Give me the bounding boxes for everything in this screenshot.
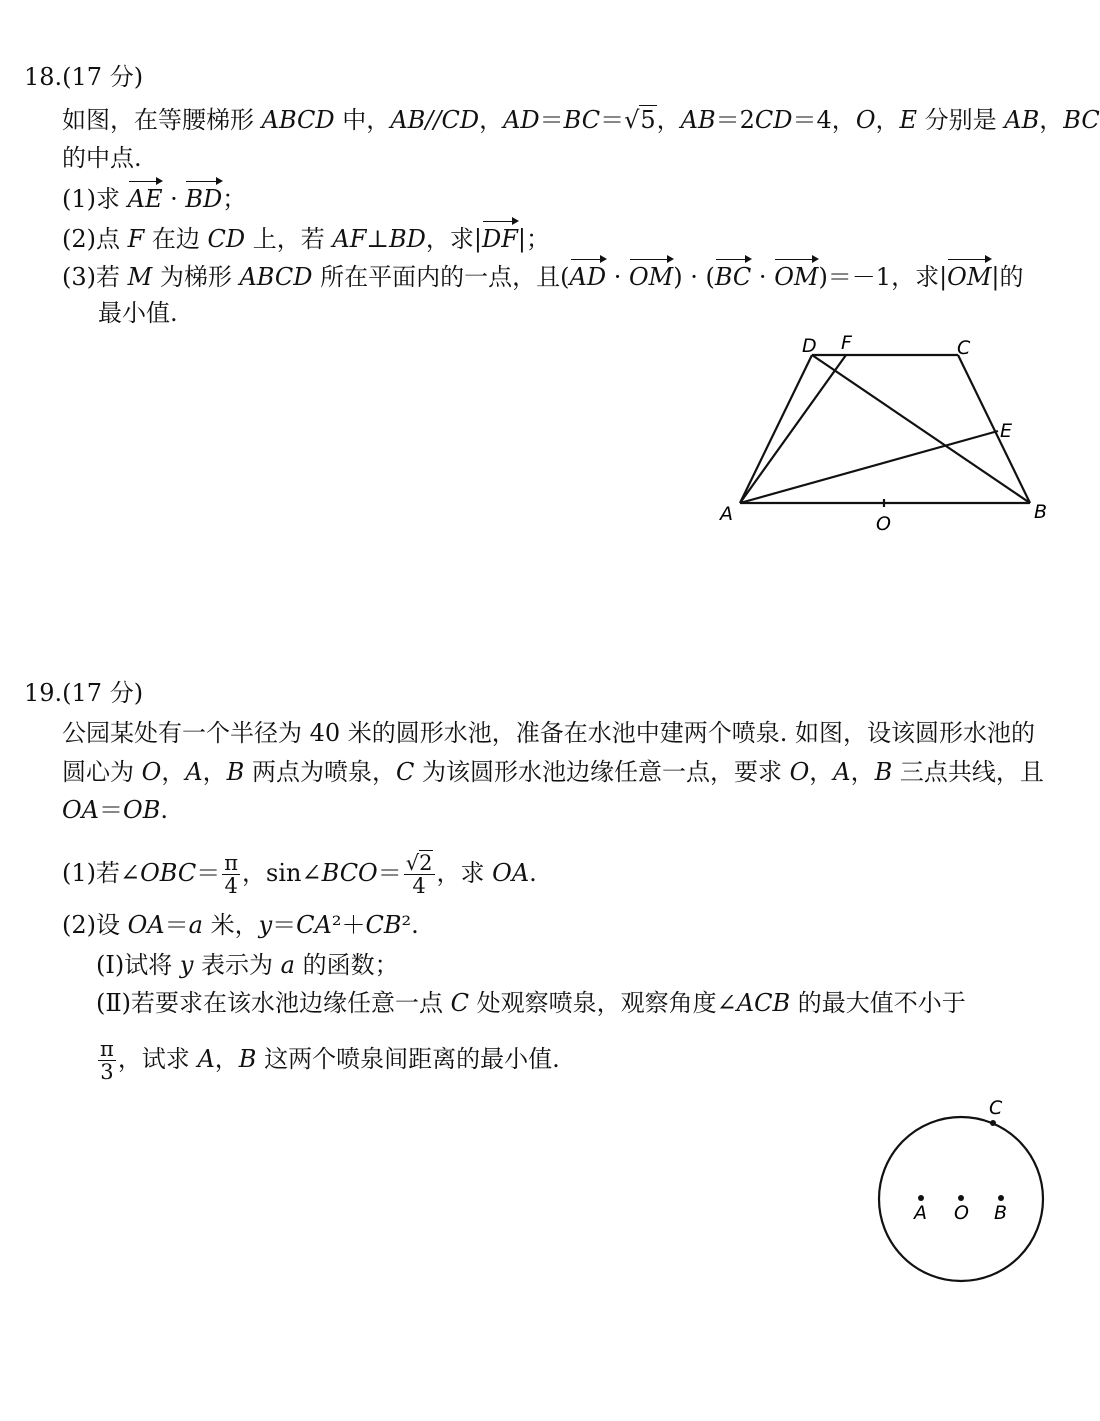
text: AB bbox=[390, 106, 426, 134]
q18-header bbox=[24, 62, 143, 92]
text: BD bbox=[388, 225, 426, 253]
q19-intro-line3 bbox=[62, 795, 168, 825]
text: 圆心为 bbox=[62, 758, 142, 786]
text: ＝ bbox=[196, 859, 221, 887]
denominator: 4 bbox=[224, 874, 238, 898]
text: ＝ bbox=[164, 911, 189, 939]
text: y bbox=[258, 911, 273, 939]
text: 两点为喷泉， bbox=[244, 758, 396, 786]
point-B bbox=[998, 1195, 1004, 1201]
text: y bbox=[179, 951, 194, 979]
fraction-pi-over-3 bbox=[98, 1038, 116, 1083]
text: 这两个喷泉间距离的最小值. bbox=[256, 1045, 560, 1073]
text: a bbox=[188, 911, 203, 939]
text: (3)若 bbox=[62, 263, 128, 291]
text: ， bbox=[479, 106, 504, 134]
label-E: E bbox=[1000, 420, 1013, 442]
text: ， bbox=[214, 1045, 239, 1073]
fraction-pi-over-4 bbox=[222, 852, 240, 897]
text: ＝ bbox=[600, 106, 625, 134]
text: 为该圆形水池边缘任意一点，要求 bbox=[414, 758, 790, 786]
segment-AD bbox=[740, 355, 812, 503]
label-F: F bbox=[841, 332, 852, 354]
denominator: 3 bbox=[100, 1060, 114, 1084]
text: |； bbox=[517, 225, 550, 253]
text: ＝ bbox=[99, 796, 124, 824]
q19-intro-line1: 公园某处有一个半径为 40 米的圆形水池，准备在水池中建两个喷泉. 如图，设该圆形水池的 bbox=[62, 719, 1036, 747]
point-O bbox=[958, 1195, 964, 1201]
text: ) · ( bbox=[673, 263, 715, 291]
text: · bbox=[606, 263, 629, 291]
q18-intro-line2: 的中点. bbox=[62, 144, 142, 172]
text: 中， bbox=[334, 106, 391, 134]
label-C: C bbox=[957, 337, 971, 359]
text: BC bbox=[563, 106, 601, 134]
label-O: O bbox=[954, 1202, 969, 1224]
text: BC bbox=[1063, 106, 1100, 134]
text: O bbox=[141, 758, 162, 786]
q19-part2 bbox=[62, 910, 419, 940]
text: (Ⅱ)若要求在该水池边缘任意一点 bbox=[96, 989, 451, 1017]
text: |的 bbox=[991, 263, 1024, 291]
label-B: B bbox=[994, 1202, 1008, 1224]
label-O: O bbox=[876, 513, 891, 535]
text: · bbox=[162, 185, 186, 213]
text: a bbox=[280, 951, 295, 979]
text: . bbox=[160, 796, 168, 824]
q18-score: (17 分) bbox=[62, 63, 144, 91]
denominator: 4 bbox=[412, 874, 426, 898]
text: 在边 bbox=[144, 225, 208, 253]
vector-BC: BC bbox=[715, 258, 751, 292]
q19-score: (17 分) bbox=[62, 679, 144, 707]
q19-part1 bbox=[62, 850, 537, 897]
text: A bbox=[833, 758, 851, 786]
point-A bbox=[918, 1195, 924, 1201]
text: C bbox=[450, 989, 470, 1017]
text: O bbox=[789, 758, 810, 786]
text: M bbox=[127, 263, 153, 291]
text: 的函数； bbox=[294, 951, 399, 979]
text: CD bbox=[207, 225, 246, 253]
segment-BC bbox=[958, 355, 1030, 503]
text: ＝4， bbox=[792, 106, 856, 134]
text: 米， bbox=[202, 911, 259, 939]
text: A bbox=[185, 758, 203, 786]
text: CB bbox=[365, 911, 402, 939]
radical-sign: √ bbox=[624, 106, 640, 134]
text: ，试求 bbox=[117, 1045, 198, 1073]
numerator: π bbox=[224, 851, 239, 875]
q18-part1 bbox=[62, 180, 246, 214]
label-C: C bbox=[989, 1097, 1003, 1119]
text: ＝ bbox=[272, 911, 297, 939]
text: 处观察喷泉，观察角度∠ bbox=[469, 989, 737, 1017]
text: AB bbox=[1004, 106, 1040, 134]
text: ， bbox=[875, 106, 900, 134]
text: . bbox=[411, 911, 419, 939]
text: 如图，在等腰梯形 bbox=[62, 106, 262, 134]
text: ＝ bbox=[539, 106, 564, 134]
text: ， bbox=[656, 106, 681, 134]
radical-sign: √ bbox=[405, 851, 420, 875]
vector-OM: OM bbox=[629, 258, 673, 292]
text: OBC bbox=[140, 859, 197, 887]
text: ACB bbox=[736, 989, 791, 1017]
vector-BD: BD bbox=[185, 180, 222, 214]
text: . bbox=[529, 859, 537, 887]
q18-part3 bbox=[62, 258, 1024, 292]
text: F bbox=[127, 225, 145, 253]
text: 上，若 bbox=[245, 225, 333, 253]
text: O bbox=[855, 106, 876, 134]
text: ² bbox=[401, 911, 412, 939]
segment-BD bbox=[812, 355, 1030, 503]
text: · bbox=[751, 263, 775, 291]
vector-OM: OM bbox=[774, 258, 818, 292]
q18-intro-line1 bbox=[62, 105, 1100, 135]
text: ＝ bbox=[377, 859, 402, 887]
text: ＝2 bbox=[715, 106, 755, 134]
label-D: D bbox=[802, 335, 817, 357]
text: OA bbox=[492, 859, 530, 887]
radicand: 5 bbox=[640, 106, 656, 134]
q18-number: 18. bbox=[24, 63, 63, 91]
segment-AE bbox=[740, 431, 998, 503]
text: AF bbox=[332, 225, 367, 253]
text: BCO bbox=[321, 859, 378, 887]
text: B bbox=[238, 1045, 257, 1073]
label-A: A bbox=[720, 503, 733, 525]
segment-AF bbox=[740, 355, 846, 503]
text: (Ⅰ)试将 bbox=[96, 951, 180, 979]
q19-part2-ii bbox=[96, 988, 966, 1018]
text: 表示为 bbox=[193, 951, 281, 979]
numerator bbox=[404, 852, 435, 875]
radicand: 2 bbox=[419, 851, 433, 875]
text: ， bbox=[809, 758, 834, 786]
text: ABCD bbox=[261, 106, 335, 134]
text: ABCD bbox=[239, 263, 313, 291]
text: OB bbox=[123, 796, 161, 824]
q19-intro-line2 bbox=[62, 757, 1044, 787]
text: OA bbox=[127, 911, 165, 939]
numerator: π bbox=[100, 1037, 114, 1061]
q19-part2-ii-line2 bbox=[96, 1036, 560, 1083]
text: CD bbox=[754, 106, 793, 134]
q18-part2 bbox=[62, 220, 550, 254]
text: C bbox=[395, 758, 415, 786]
text: 所在平面内的一点，且( bbox=[312, 263, 570, 291]
trapezoid-figure bbox=[700, 325, 1060, 540]
text: // bbox=[425, 106, 442, 134]
text: ＋ bbox=[341, 911, 366, 939]
point-C bbox=[990, 1120, 996, 1126]
text: B bbox=[226, 758, 245, 786]
text: ， bbox=[161, 758, 186, 786]
text: CD bbox=[441, 106, 480, 134]
text: E bbox=[899, 106, 918, 134]
q18-part3-line2: 最小值. bbox=[98, 299, 178, 327]
text: ； bbox=[222, 185, 247, 213]
text: ，求 bbox=[436, 859, 493, 887]
text: 分别是 bbox=[917, 106, 1005, 134]
sqrt-5 bbox=[624, 105, 657, 135]
text: CA bbox=[296, 911, 332, 939]
label-B: B bbox=[1034, 501, 1048, 523]
text: (2)设 bbox=[62, 911, 128, 939]
vector-AD: AD bbox=[570, 258, 607, 292]
text: ² bbox=[331, 911, 342, 939]
label-A: A bbox=[914, 1202, 927, 1224]
text: 为梯形 bbox=[152, 263, 240, 291]
fraction-sqrt2-over-4 bbox=[404, 852, 435, 897]
text: )＝－1，求| bbox=[818, 263, 948, 291]
text: (1)求 bbox=[62, 185, 128, 213]
text: OA bbox=[62, 796, 100, 824]
text: A bbox=[197, 1045, 215, 1073]
text: ， bbox=[850, 758, 875, 786]
q19-header bbox=[24, 678, 143, 708]
text: ，sin∠ bbox=[242, 859, 322, 887]
vector-AE: AE bbox=[128, 180, 163, 214]
text: B bbox=[874, 758, 893, 786]
circle-figure bbox=[870, 1095, 1055, 1285]
vector-OM: OM bbox=[947, 258, 991, 292]
text: 的最大值不小于 bbox=[790, 989, 966, 1017]
text: ，求| bbox=[425, 225, 482, 253]
text: ， bbox=[202, 758, 227, 786]
vector-DF: DF bbox=[482, 220, 518, 254]
text: (2)点 bbox=[62, 225, 128, 253]
q19-part2-i bbox=[96, 950, 399, 980]
text: (1)若∠ bbox=[62, 859, 141, 887]
text: 三点共线，且 bbox=[892, 758, 1044, 786]
text: AD bbox=[503, 106, 540, 134]
text: ⊥ bbox=[366, 225, 389, 253]
text: ， bbox=[1039, 106, 1064, 134]
text: AB bbox=[680, 106, 716, 134]
q19-number: 19. bbox=[24, 679, 63, 707]
